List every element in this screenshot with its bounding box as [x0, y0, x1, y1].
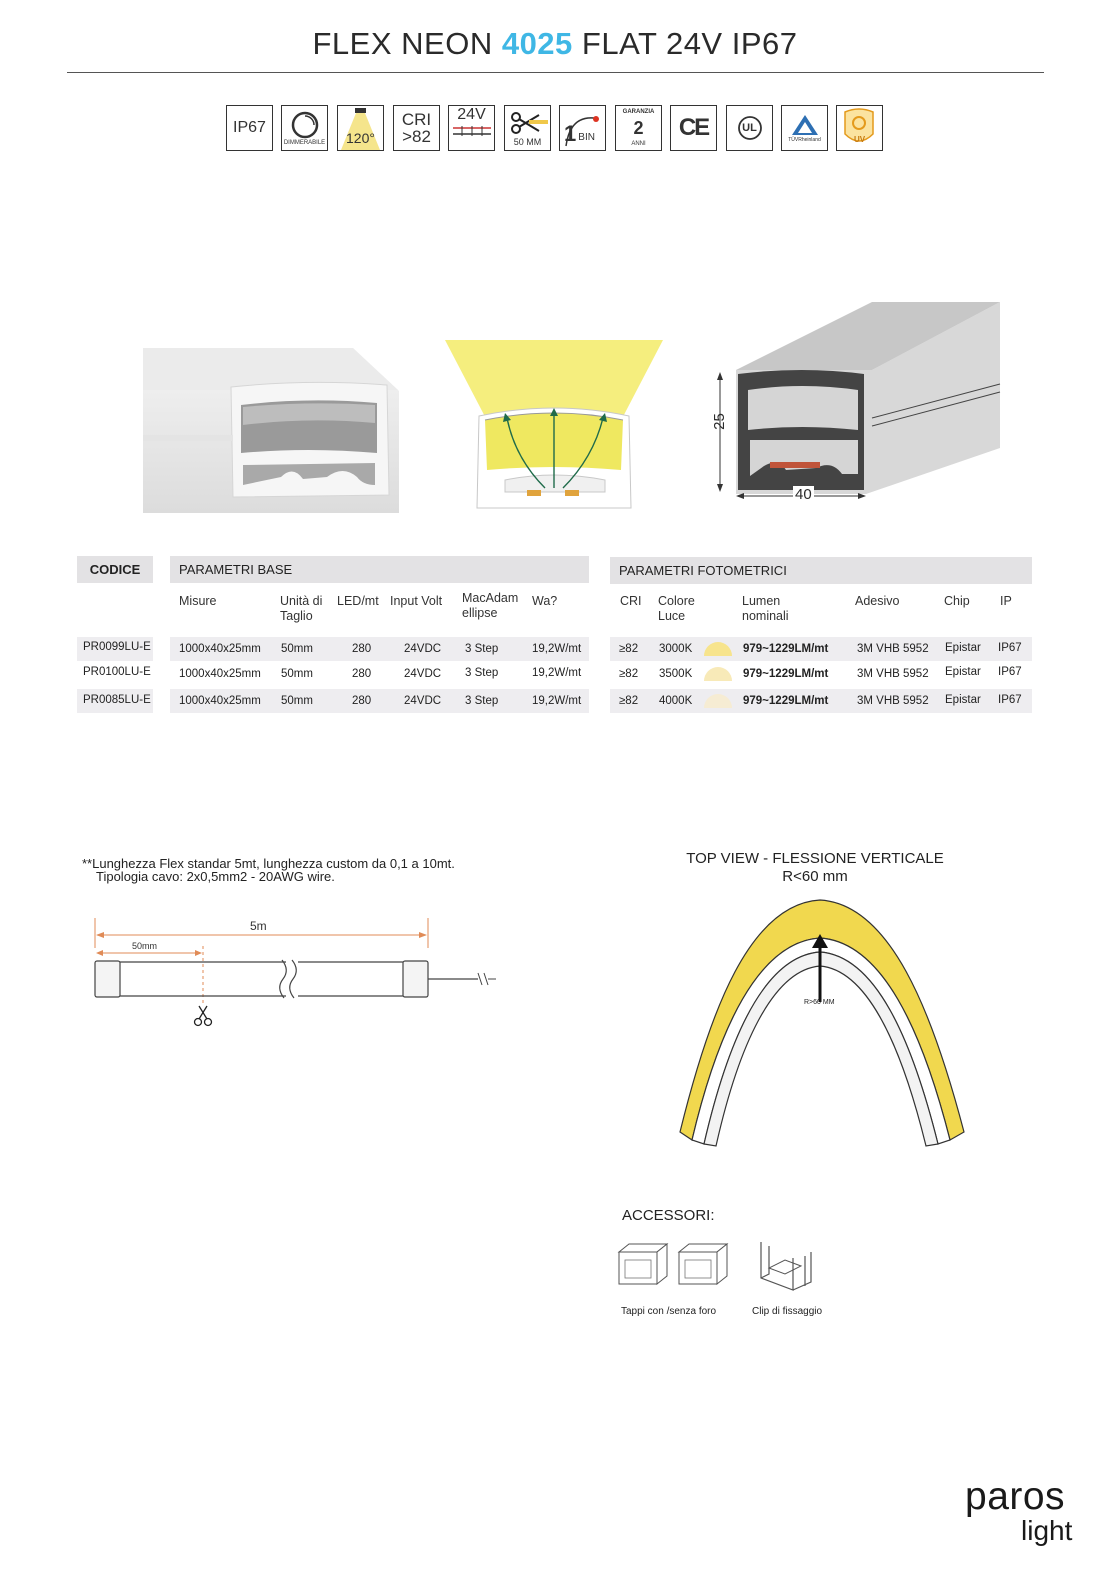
length-drawing [86, 918, 498, 1030]
top-view-title: TOP VIEW - FLESSIONE VERTICALE R<60 mm [686, 850, 944, 885]
cell-volt: 24VDC [404, 643, 442, 655]
radius-label: R>60 MM [804, 999, 835, 1006]
cell-adesivo: 3M VHB 5952 [857, 643, 929, 655]
ce-icon: CE [670, 105, 717, 151]
cell-volt: 24VDC [404, 668, 442, 680]
brand-logo: paros [965, 1475, 1066, 1518]
code-header: CODICE [77, 556, 153, 583]
brand-logo-subline: light [1021, 1515, 1073, 1546]
ip67-icon: IP67 [226, 105, 273, 151]
bin-icon: 1 BIN [559, 105, 606, 151]
cell-led: 280 [352, 695, 372, 707]
column-header: Chip [944, 594, 970, 608]
tuv-icon: TÜVRheinland [781, 105, 828, 151]
column-header: MacAdam ellipse [462, 591, 519, 620]
profile-photo [143, 345, 399, 513]
cell-lumen: 979~1229LM/mt [743, 695, 829, 707]
cell-macadam: 3 Step [465, 643, 499, 655]
product-code: PR0099LU-E [83, 641, 151, 653]
cut-length-icon: 50 MM [504, 105, 551, 151]
light-emission-diagram [445, 340, 663, 510]
ul-icon: UL [726, 105, 773, 151]
cross-section-drawing [712, 298, 1004, 512]
column-header: Unità di Taglio [280, 594, 323, 623]
cell-misure: 1000x40x25mm [179, 695, 261, 707]
cell-macadam: 3 Step [465, 695, 499, 707]
column-header: Wa? [532, 594, 558, 608]
length-note-line-1: **Lunghezza Flex standar 5mt, lunghezza custom da 0,1 a 10mt. [82, 856, 455, 871]
column-header: Input Volt [390, 594, 443, 608]
accessories-drawing [615, 1238, 830, 1300]
cell-lumen: 979~1229LM/mt [743, 668, 829, 680]
cell-watt: 19,2W/mt [532, 667, 582, 679]
cell-chip: Epistar [945, 642, 981, 654]
cell-chip: Epistar [945, 694, 981, 706]
cell-ip: IP67 [998, 642, 1022, 654]
cell-misure: 1000x40x25mm [179, 643, 261, 655]
beam-angle-icon: 120° [337, 105, 384, 151]
uv-icon: UV [836, 105, 883, 151]
cell-taglio: 50mm [281, 643, 313, 655]
total-length-label: 5m [250, 919, 267, 933]
clip-label: Clip di fissaggio [752, 1306, 823, 1317]
cell-macadam: 3 Step [465, 667, 499, 679]
cell-lumen: 979~1229LM/mt [743, 643, 829, 655]
cell-watt: 19,2W/mt [532, 695, 582, 707]
cell-colore: 4000K [659, 695, 693, 707]
column-header: CRI [620, 594, 642, 608]
warranty-icon: GARANZIA 2 ANNI [615, 105, 662, 151]
cell-led: 280 [352, 643, 372, 655]
cell-cri: ≥82 [619, 643, 639, 655]
cell-watt: 19,2W/mt [532, 643, 582, 655]
base-params-header: PARAMETRI BASE [170, 556, 589, 583]
cell-ip: IP67 [998, 694, 1022, 706]
column-header: Colore Luce [658, 594, 695, 623]
length-note-line-2: Tipologia cavo: 2x0,5mm2 - 20AWG wire. [96, 869, 335, 884]
cut-length-label: 50mm [132, 941, 158, 951]
cell-colore: 3000K [659, 643, 693, 655]
column-header: Lumen nominali [742, 594, 789, 623]
product-code: PR0100LU-E [83, 666, 151, 678]
height-dimension: 25 [710, 413, 728, 430]
cell-volt: 24VDC [404, 695, 442, 707]
title-divider [67, 72, 1044, 73]
dimmable-icon: DIMMERABILE [281, 105, 328, 151]
cell-taglio: 50mm [281, 695, 313, 707]
product-code: PR0085LU-E [83, 694, 151, 706]
cell-cri: ≥82 [619, 668, 639, 680]
cell-adesivo: 3M VHB 5952 [857, 668, 929, 680]
caps-label: Tappi con /senza foro [621, 1306, 717, 1317]
cell-ip: IP67 [998, 666, 1022, 678]
cri-icon: CRI >82 [393, 105, 440, 151]
column-header: Misure [179, 594, 217, 608]
column-header: Adesivo [855, 594, 900, 608]
flexion-diagram [670, 890, 972, 1150]
cell-cri: ≥82 [619, 695, 639, 707]
cell-chip: Epistar [945, 666, 981, 678]
cell-taglio: 50mm [281, 668, 313, 680]
width-dimension: 40 [795, 486, 812, 503]
cell-adesivo: 3M VHB 5952 [857, 695, 929, 707]
accessories-title: ACCESSORI: [622, 1207, 715, 1224]
cell-led: 280 [352, 668, 372, 680]
color-swatch [704, 667, 732, 681]
photometric-params-header: PARAMETRI FOTOMETRICI [610, 557, 1032, 584]
voltage-icon: 24V [448, 105, 495, 151]
cell-colore: 3500K [659, 668, 693, 680]
page-title: FLEX NEON 4025 FLAT 24V IP67 [312, 26, 798, 61]
column-header: LED/mt [337, 594, 379, 608]
column-header: IP [1000, 594, 1012, 608]
cell-misure: 1000x40x25mm [179, 668, 261, 680]
